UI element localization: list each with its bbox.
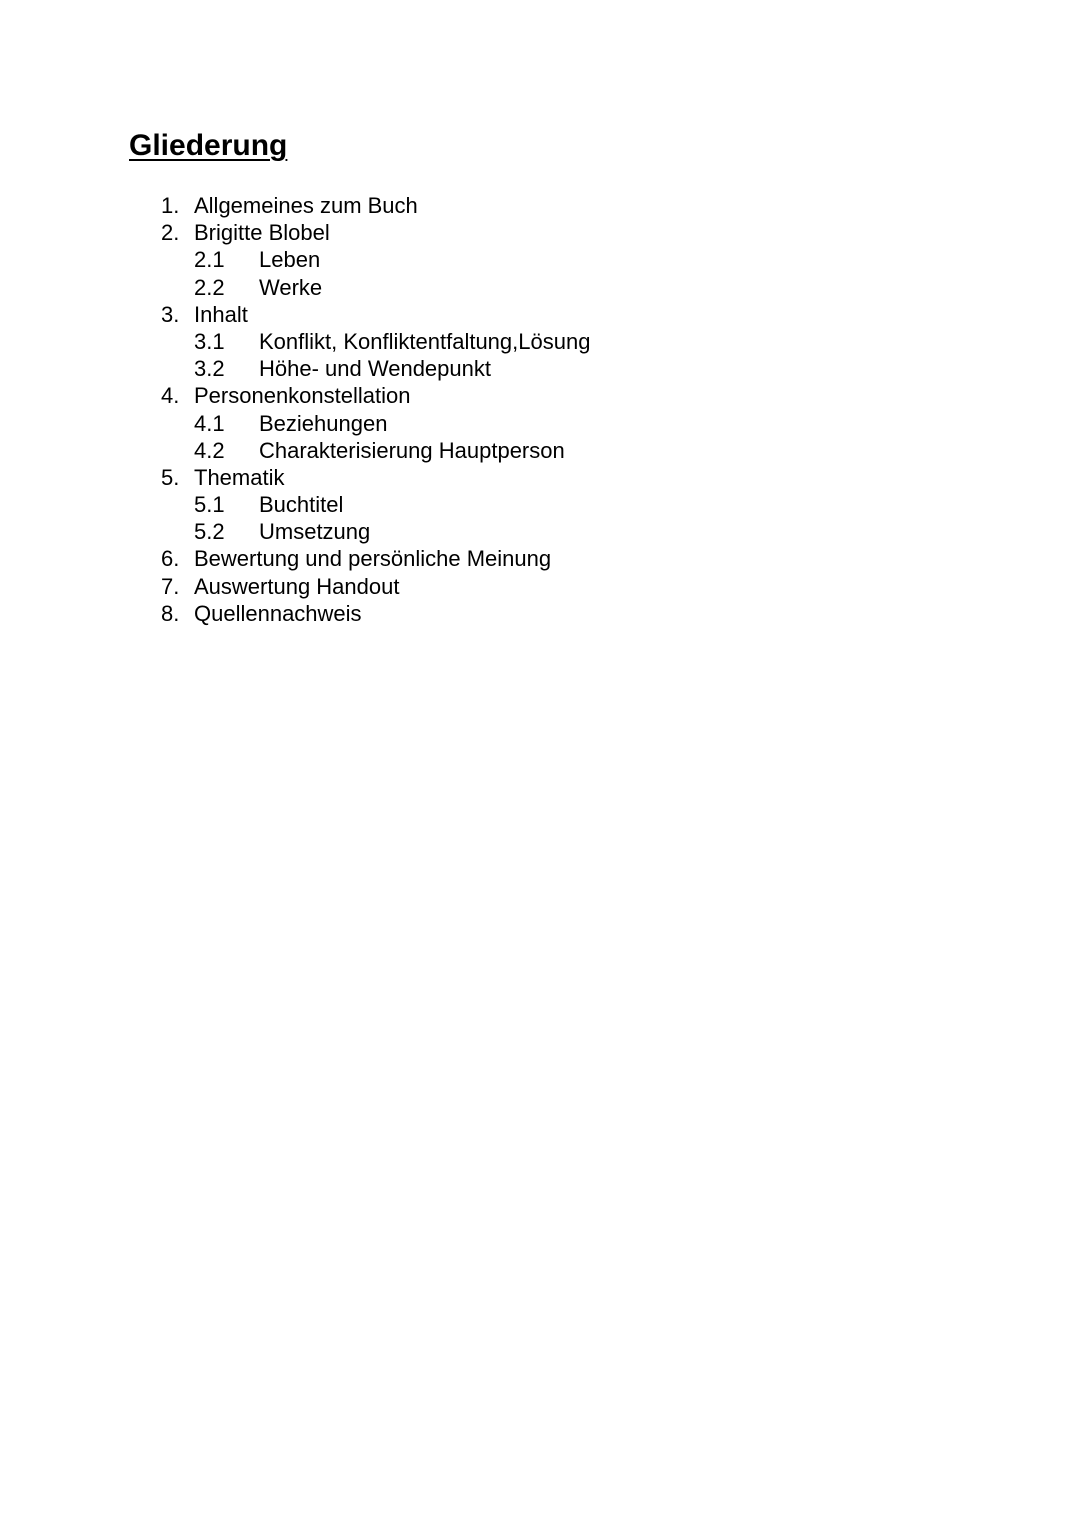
outline-item-label: Auswertung Handout <box>194 573 400 599</box>
outline-item <box>0 301 1080 328</box>
outline-subitem <box>0 274 1080 301</box>
outline-item <box>0 192 1080 219</box>
outline-subitem <box>0 355 1080 382</box>
outline-subitem-label: Beziehungen <box>259 410 388 436</box>
outline-subitem <box>0 328 1080 355</box>
outline-item-number: 8. <box>161 600 180 626</box>
outline-item-label: Allgemeines zum Buch <box>194 193 418 218</box>
outline-subitem-number: 2.1 <box>194 247 225 273</box>
outline-item <box>0 382 1080 409</box>
outline-subitem <box>0 246 1080 273</box>
outline-item <box>0 464 1080 491</box>
outline-item-number: 1. <box>161 193 180 218</box>
outline-subitem <box>0 410 1080 437</box>
outline-subitem-label: Leben <box>259 247 321 273</box>
outline-subitem-label: Umsetzung <box>259 519 371 545</box>
outline-subitem-number: 3.2 <box>194 356 225 382</box>
outline-item-label: Brigitte Blobel <box>194 220 330 246</box>
outline-item-number: 5. <box>161 464 180 490</box>
outline-subitem-number: 2.2 <box>194 274 225 300</box>
outline-subitem-number: 4.1 <box>194 410 225 436</box>
outline-item-label: Personenkonstellation <box>194 383 411 409</box>
outline-subitem-number: 5.2 <box>194 519 225 545</box>
outline-item-number: 2. <box>161 220 180 246</box>
outline-item-label: Inhalt <box>194 301 248 327</box>
outline-item <box>0 573 1080 600</box>
outline-item <box>0 545 1080 572</box>
outline-subitem <box>0 491 1080 518</box>
outline-item-number: 7. <box>161 573 180 599</box>
outline-subitem <box>0 437 1080 464</box>
outline-subitem <box>0 518 1080 545</box>
outline-item-label: Bewertung und persönliche Meinung <box>194 546 552 572</box>
outline-list <box>0 192 1080 627</box>
outline-item-number: 6. <box>161 546 180 572</box>
outline-subitem-label: Charakterisierung Hauptperson <box>259 437 565 463</box>
outline-subitem-label: Höhe- und Wendepunkt <box>259 356 491 382</box>
outline-item-label: Quellennachweis <box>194 600 362 626</box>
outline-item-label: Thematik <box>194 464 285 490</box>
outline-subitem-label: Werke <box>259 274 323 300</box>
outline-subitem-number: 3.1 <box>194 328 225 354</box>
outline-item-number: 4. <box>161 383 180 409</box>
outline-item <box>0 219 1080 246</box>
outline-subitem-label: Konflikt, Konfliktentfaltung,Lösung <box>259 328 591 354</box>
outline-item <box>0 600 1080 627</box>
outline-subitem-number: 4.2 <box>194 437 225 463</box>
outline-subitem-label: Buchtitel <box>259 492 344 518</box>
outline-item-number: 3. <box>161 301 180 327</box>
outline-subitem-number: 5.1 <box>194 492 225 518</box>
page-title: Gliederung <box>129 129 288 162</box>
